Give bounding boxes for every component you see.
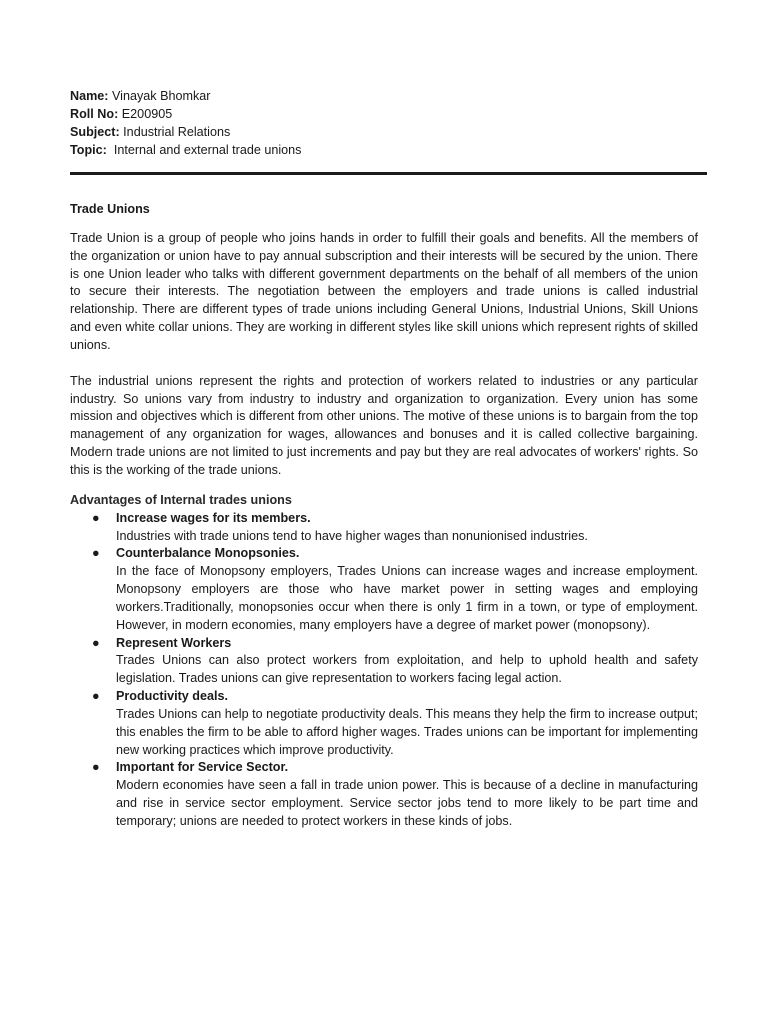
item-body: Industries with trade unions tend to have higher wages than nonunionised industries.	[116, 528, 588, 543]
item-title: Important for Service Sector.	[116, 760, 289, 775]
section-heading: Trade Unions	[70, 202, 150, 216]
item-title: Counterbalance Monopsonies.	[116, 546, 300, 561]
topic-row	[70, 141, 301, 159]
item-title: Productivity deals.	[116, 689, 228, 704]
advantages-heading: Advantages of Internal trades unions	[70, 492, 292, 507]
list-item	[70, 510, 698, 546]
list-item	[70, 545, 698, 634]
subject-value: Industrial Relations	[119, 125, 231, 139]
document-body	[70, 201, 698, 831]
name-value: Vinayak Bhomkar	[108, 89, 211, 103]
item-title: Represent Workers	[116, 635, 232, 650]
bullet-icon: ●	[92, 635, 100, 650]
roll-row	[70, 105, 301, 123]
document-header	[70, 87, 301, 159]
list-item	[70, 759, 698, 830]
roll-label: Roll No:	[70, 107, 119, 121]
name-label: Name:	[70, 89, 109, 103]
list-item	[70, 635, 698, 689]
item-body: Modern economies have seen a fall in trade union power. This is because of a decline in manufacturing and rise in service sector employment. Service sector jobs tend to more likely to be part time and temporary; unions are needed to protect workers in these kinds of jobs.	[116, 778, 698, 828]
item-body: Trades Unions can also protect workers from exploitation, and help to uphold health and safety legislation. Trades unions can give representation to workers facing legal action.	[116, 653, 698, 686]
roll-value: E200905	[118, 107, 173, 121]
advantages-list	[70, 510, 698, 831]
name-row	[70, 87, 301, 105]
bullet-icon: ●	[92, 689, 100, 704]
paragraph-2: The industrial unions represent the rights and protection of workers related to industries or any particular industry. So unions vary from industry to industry and organization to organization. Every union has some mission and objectives which is different from other unions. The motive of these unions is to bargain from the top management of any organization for wages, allowances and bonuses and it is called collective bargaining. Modern trade unions are not limited to just increments and pay but they are real advocates of workers' rights. So this is the working of the trade unions.	[70, 373, 698, 477]
subject-row	[70, 123, 301, 141]
paragraph-1: Trade Union is a group of people who joins hands in order to fulfill their goals and benefits. All the members of the organization or union have to pay annual subscription and their interests will be secured by the union. There is one Union leader who talks with different government departments on the behalf of all members of the union to secure their interests. The negotiation between the employers and trade unions is called industrial relationship. There are different types of trade unions including General Unions, Industrial Unions, Skill Unions and even white collar unions. They are working in different styles like skill unions which represent rights of skilled unions.	[70, 230, 698, 352]
item-title: Increase wages for its members.	[116, 510, 311, 525]
bullet-icon: ●	[92, 546, 100, 561]
subject-label: Subject:	[70, 125, 120, 139]
item-body: Trades Unions can help to negotiate productivity deals. This means they help the firm to increase output; this enables the firm to be able to afford higher wages. Trades unions can be important for implementing new working practices which improve productivity.	[116, 706, 698, 757]
item-body: In the face of Monopsony employers, Trades Unions can increase wages and increase employment. Monopsony employers are those who have market power in setting wages and employing workers.Traditionally, monopsonies occur when there is only 1 firm in a town, or type of employment. However, in modern economies, many employers have a degree of market power (monopsony).	[116, 564, 698, 632]
topic-value: Internal and external trade unions	[106, 143, 302, 157]
bullet-icon: ●	[92, 510, 100, 525]
list-item	[70, 688, 698, 759]
bullet-icon: ●	[92, 760, 100, 775]
header-divider	[70, 172, 707, 175]
topic-label: Topic:	[70, 143, 107, 157]
